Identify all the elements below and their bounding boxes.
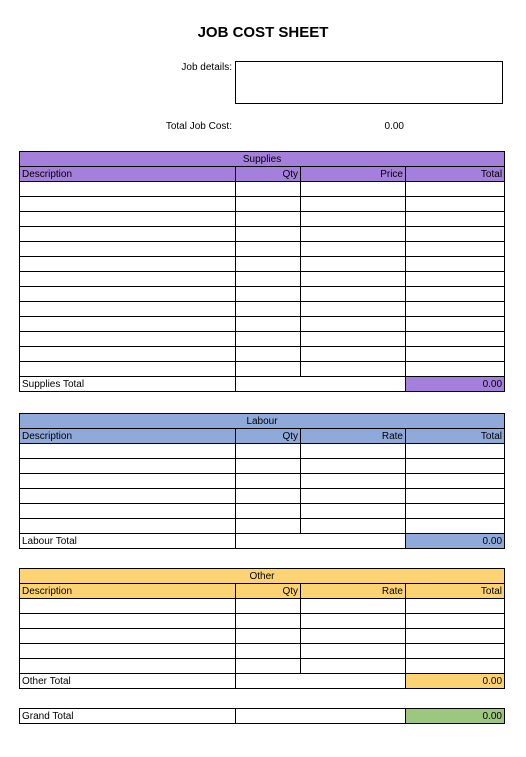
total-job-cost-value: 0.00 [384, 121, 404, 132]
price-cell[interactable] [301, 242, 406, 257]
description-cell[interactable] [20, 242, 236, 257]
supplies-rows [20, 182, 505, 377]
price-cell[interactable] [301, 332, 406, 347]
other-total-value: 0.00 [406, 674, 505, 689]
qty-cell[interactable] [236, 629, 301, 644]
supplies-title: Supplies [20, 152, 505, 167]
price-cell[interactable] [301, 474, 406, 489]
description-cell[interactable] [20, 614, 236, 629]
qty-cell[interactable] [236, 227, 301, 242]
description-cell[interactable] [20, 362, 236, 377]
supplies-section [19, 151, 504, 392]
description-cell[interactable] [20, 182, 236, 197]
description-cell[interactable] [20, 272, 236, 287]
qty-cell[interactable] [236, 659, 301, 674]
other-title: Other [20, 569, 505, 584]
table-row [20, 242, 505, 257]
total-cell[interactable] [406, 614, 505, 629]
qty-cell[interactable] [236, 489, 301, 504]
header-qty: Qty [236, 584, 301, 599]
total-cell[interactable] [406, 519, 505, 534]
other-section [19, 568, 504, 689]
price-cell[interactable] [301, 629, 406, 644]
labour-section [19, 413, 504, 549]
price-cell[interactable] [301, 272, 406, 287]
price-cell[interactable] [301, 182, 406, 197]
table-row [20, 332, 505, 347]
supplies-table [19, 151, 505, 392]
price-cell[interactable] [301, 302, 406, 317]
total-cell[interactable] [406, 599, 505, 614]
labour-total-label: Labour Total [20, 534, 236, 549]
labour-rows [20, 444, 505, 534]
price-cell[interactable] [301, 317, 406, 332]
description-cell[interactable] [20, 317, 236, 332]
description-cell[interactable] [20, 347, 236, 362]
description-cell[interactable] [20, 629, 236, 644]
qty-cell[interactable] [236, 332, 301, 347]
job-details-label: Job details: [181, 62, 232, 73]
table-row [20, 302, 505, 317]
qty-cell[interactable] [236, 644, 301, 659]
header-qty: Qty [236, 429, 301, 444]
qty-cell[interactable] [236, 287, 301, 302]
description-cell[interactable] [20, 444, 236, 459]
header-rate: Rate [301, 584, 406, 599]
total-cell[interactable] [406, 659, 505, 674]
header-total: Total [406, 584, 505, 599]
table-row [20, 317, 505, 332]
description-cell[interactable] [20, 599, 236, 614]
total-cell[interactable] [406, 242, 505, 257]
qty-cell[interactable] [236, 302, 301, 317]
description-cell[interactable] [20, 504, 236, 519]
qty-cell[interactable] [236, 474, 301, 489]
labour-header-row [20, 429, 505, 444]
description-cell[interactable] [20, 257, 236, 272]
qty-cell[interactable] [236, 504, 301, 519]
table-row [20, 614, 505, 629]
table-row [20, 257, 505, 272]
description-cell[interactable] [20, 227, 236, 242]
price-cell[interactable] [301, 519, 406, 534]
qty-cell[interactable] [236, 362, 301, 377]
price-cell[interactable] [301, 489, 406, 504]
grand-total-section [19, 708, 504, 724]
table-row [20, 272, 505, 287]
table-row [20, 459, 505, 474]
total-cell[interactable] [406, 644, 505, 659]
supplies-header-row [20, 167, 505, 182]
qty-cell[interactable] [236, 212, 301, 227]
table-row [20, 474, 505, 489]
total-cell[interactable] [406, 444, 505, 459]
total-cell[interactable] [406, 182, 505, 197]
total-job-cost-label: Total Job Cost: [165, 121, 232, 132]
qty-cell[interactable] [236, 272, 301, 287]
table-row [20, 644, 505, 659]
total-cell[interactable] [406, 197, 505, 212]
total-cell[interactable] [406, 347, 505, 362]
description-cell[interactable] [20, 659, 236, 674]
total-cell[interactable] [406, 459, 505, 474]
other-total-label: Other Total [20, 674, 236, 689]
total-cell[interactable] [406, 227, 505, 242]
description-cell[interactable] [20, 287, 236, 302]
header-description: Description [20, 167, 236, 182]
total-cell[interactable] [406, 272, 505, 287]
total-cell[interactable] [406, 474, 505, 489]
description-cell[interactable] [20, 474, 236, 489]
page-title: JOB COST SHEET [197, 24, 329, 41]
supplies-total-value: 0.00 [406, 377, 505, 392]
table-row [20, 659, 505, 674]
description-cell[interactable] [20, 197, 236, 212]
qty-cell[interactable] [236, 347, 301, 362]
description-cell[interactable] [20, 644, 236, 659]
qty-cell[interactable] [236, 197, 301, 212]
price-cell[interactable] [301, 444, 406, 459]
qty-cell[interactable] [236, 242, 301, 257]
total-cell[interactable] [406, 489, 505, 504]
table-row [20, 519, 505, 534]
price-cell[interactable] [301, 659, 406, 674]
table-row [20, 362, 505, 377]
job-details-field[interactable] [235, 61, 503, 104]
grand-total-row [20, 709, 505, 724]
table-row [20, 489, 505, 504]
qty-cell[interactable] [236, 182, 301, 197]
price-cell[interactable] [301, 347, 406, 362]
qty-cell[interactable] [236, 614, 301, 629]
description-cell[interactable] [20, 489, 236, 504]
qty-cell[interactable] [236, 317, 301, 332]
price-cell[interactable] [301, 459, 406, 474]
qty-cell[interactable] [236, 519, 301, 534]
grand-total-value: 0.00 [406, 709, 505, 724]
qty-cell[interactable] [236, 459, 301, 474]
description-cell[interactable] [20, 459, 236, 474]
description-cell[interactable] [20, 212, 236, 227]
header-description: Description [20, 429, 236, 444]
other-header-row [20, 584, 505, 599]
qty-cell[interactable] [236, 257, 301, 272]
total-cell[interactable] [406, 212, 505, 227]
total-cell[interactable] [406, 504, 505, 519]
table-row [20, 629, 505, 644]
table-row [20, 287, 505, 302]
price-cell[interactable] [301, 362, 406, 377]
other-rows [20, 599, 505, 674]
labour-table [19, 413, 505, 549]
total-cell[interactable] [406, 317, 505, 332]
total-cell[interactable] [406, 302, 505, 317]
table-row [20, 227, 505, 242]
table-row [20, 182, 505, 197]
price-cell[interactable] [301, 644, 406, 659]
header-qty: Qty [236, 167, 301, 182]
header-total: Total [406, 429, 505, 444]
grand-total-table [19, 708, 505, 724]
table-row [20, 599, 505, 614]
labour-total-row [20, 534, 505, 549]
description-cell[interactable] [20, 302, 236, 317]
header-description: Description [20, 584, 236, 599]
supplies-total-label: Supplies Total [20, 377, 236, 392]
table-row [20, 444, 505, 459]
price-cell[interactable] [301, 504, 406, 519]
supplies-total-row [20, 377, 505, 392]
total-cell[interactable] [406, 332, 505, 347]
other-table [19, 568, 505, 689]
other-total-row [20, 674, 505, 689]
total-cell[interactable] [406, 257, 505, 272]
header-total: Total [406, 167, 505, 182]
header-price: Price [301, 167, 406, 182]
price-cell[interactable] [301, 197, 406, 212]
grand-total-label: Grand Total [20, 709, 236, 724]
table-row [20, 212, 505, 227]
description-cell[interactable] [20, 519, 236, 534]
total-cell[interactable] [406, 362, 505, 377]
total-cell[interactable] [406, 287, 505, 302]
table-row [20, 347, 505, 362]
qty-cell[interactable] [236, 599, 301, 614]
table-row [20, 197, 505, 212]
description-cell[interactable] [20, 332, 236, 347]
table-row [20, 504, 505, 519]
price-cell[interactable] [301, 287, 406, 302]
price-cell[interactable] [301, 257, 406, 272]
qty-cell[interactable] [236, 444, 301, 459]
price-cell[interactable] [301, 599, 406, 614]
labour-total-value: 0.00 [406, 534, 505, 549]
labour-title: Labour [20, 414, 505, 429]
price-cell[interactable] [301, 212, 406, 227]
price-cell[interactable] [301, 614, 406, 629]
total-cell[interactable] [406, 629, 505, 644]
header-rate: Rate [301, 429, 406, 444]
price-cell[interactable] [301, 227, 406, 242]
